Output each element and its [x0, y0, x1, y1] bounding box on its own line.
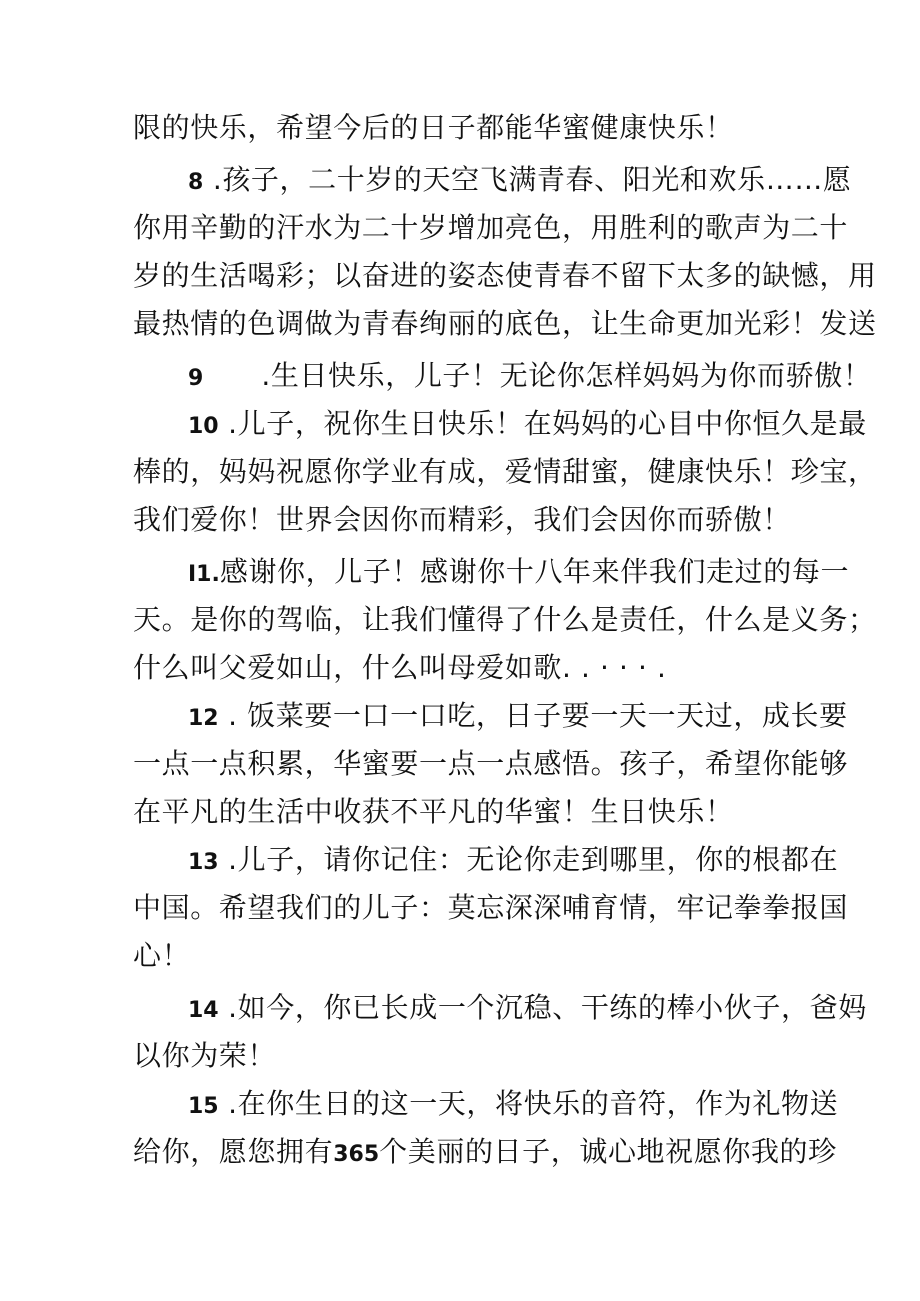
text-line: 12 . 饭菜要一口一口吃，日子要一天一天过，成长要	[188, 699, 848, 732]
text-line: 在平凡的生活中收获不平凡的华蜜！生日快乐！	[133, 795, 734, 828]
item-number: 10	[188, 414, 219, 439]
text-line: 棒的，妈妈祝愿你学业有成，爱情甜蜜，健康快乐！珍宝，	[133, 455, 877, 488]
inline-number: 365	[333, 1142, 380, 1167]
text-line: 我们爱你！世界会因你而精彩，我们会因你而骄傲！	[133, 503, 791, 536]
text-line: 最热情的色调做为青春绚丽的底色，让生命更加光彩！发送	[133, 307, 877, 340]
item-number: 9	[188, 366, 204, 391]
text-line: 限的快乐，希望今后的日子都能华蜜健康快乐！	[133, 111, 734, 144]
text-line: 以你为荣！	[133, 1039, 277, 1072]
text-line: 14 .如今，你已长成一个沉稳、干练的棒小伙子，爸妈	[188, 991, 867, 1024]
text-line: I1.感谢你，儿子！感谢你十八年来伴我们走过的每一	[188, 555, 850, 588]
item-number: I1.	[188, 562, 220, 587]
text-line: 岁的生活喝彩；以奋进的姿态使青春不留下太多的缺憾，用	[133, 259, 877, 292]
text-line: 心！	[133, 939, 191, 972]
text-line: 什么叫父爱如山，什么叫母爱如歌. . · · · .	[133, 651, 667, 684]
text-line: 你用辛勤的汗水为二十岁增加亮色，用胜利的歌声为二十	[133, 211, 849, 244]
text-line: 8 .孩子，二十岁的天空飞满青春、阳光和欢乐……愿	[188, 163, 852, 196]
text-line: 一点一点积累，华蜜要一点一点感悟。孩子，希望你能够	[133, 747, 849, 780]
text-line: 天。是你的驾临，让我们懂得了什么是责任，什么是义务；	[133, 603, 877, 636]
text-line: 10 .儿子，祝你生日快乐！在妈妈的心目中你恒久是最	[188, 407, 867, 440]
item-number: 15	[188, 1094, 219, 1119]
text-line: 9 .生日快乐，儿子！无论你怎样妈妈为你而骄傲！	[188, 359, 872, 392]
text-line: 中国。希望我们的儿子：莫忘深深哺育情，牢记拳拳报国	[133, 891, 849, 924]
item-number: 12	[188, 706, 219, 731]
item-number: 13	[188, 850, 219, 875]
text-line: 15 .在你生日的这一天，将快乐的音符，作为礼物送	[188, 1087, 839, 1120]
text-line: 13 .儿子，请你记住：无论你走到哪里，你的根都在	[188, 843, 839, 876]
item-number: 14	[188, 998, 219, 1023]
item-number: 8	[188, 170, 204, 195]
text-line: 给你，愿您拥有365个美丽的日子，诚心地祝愿你我的珍	[133, 1135, 837, 1168]
